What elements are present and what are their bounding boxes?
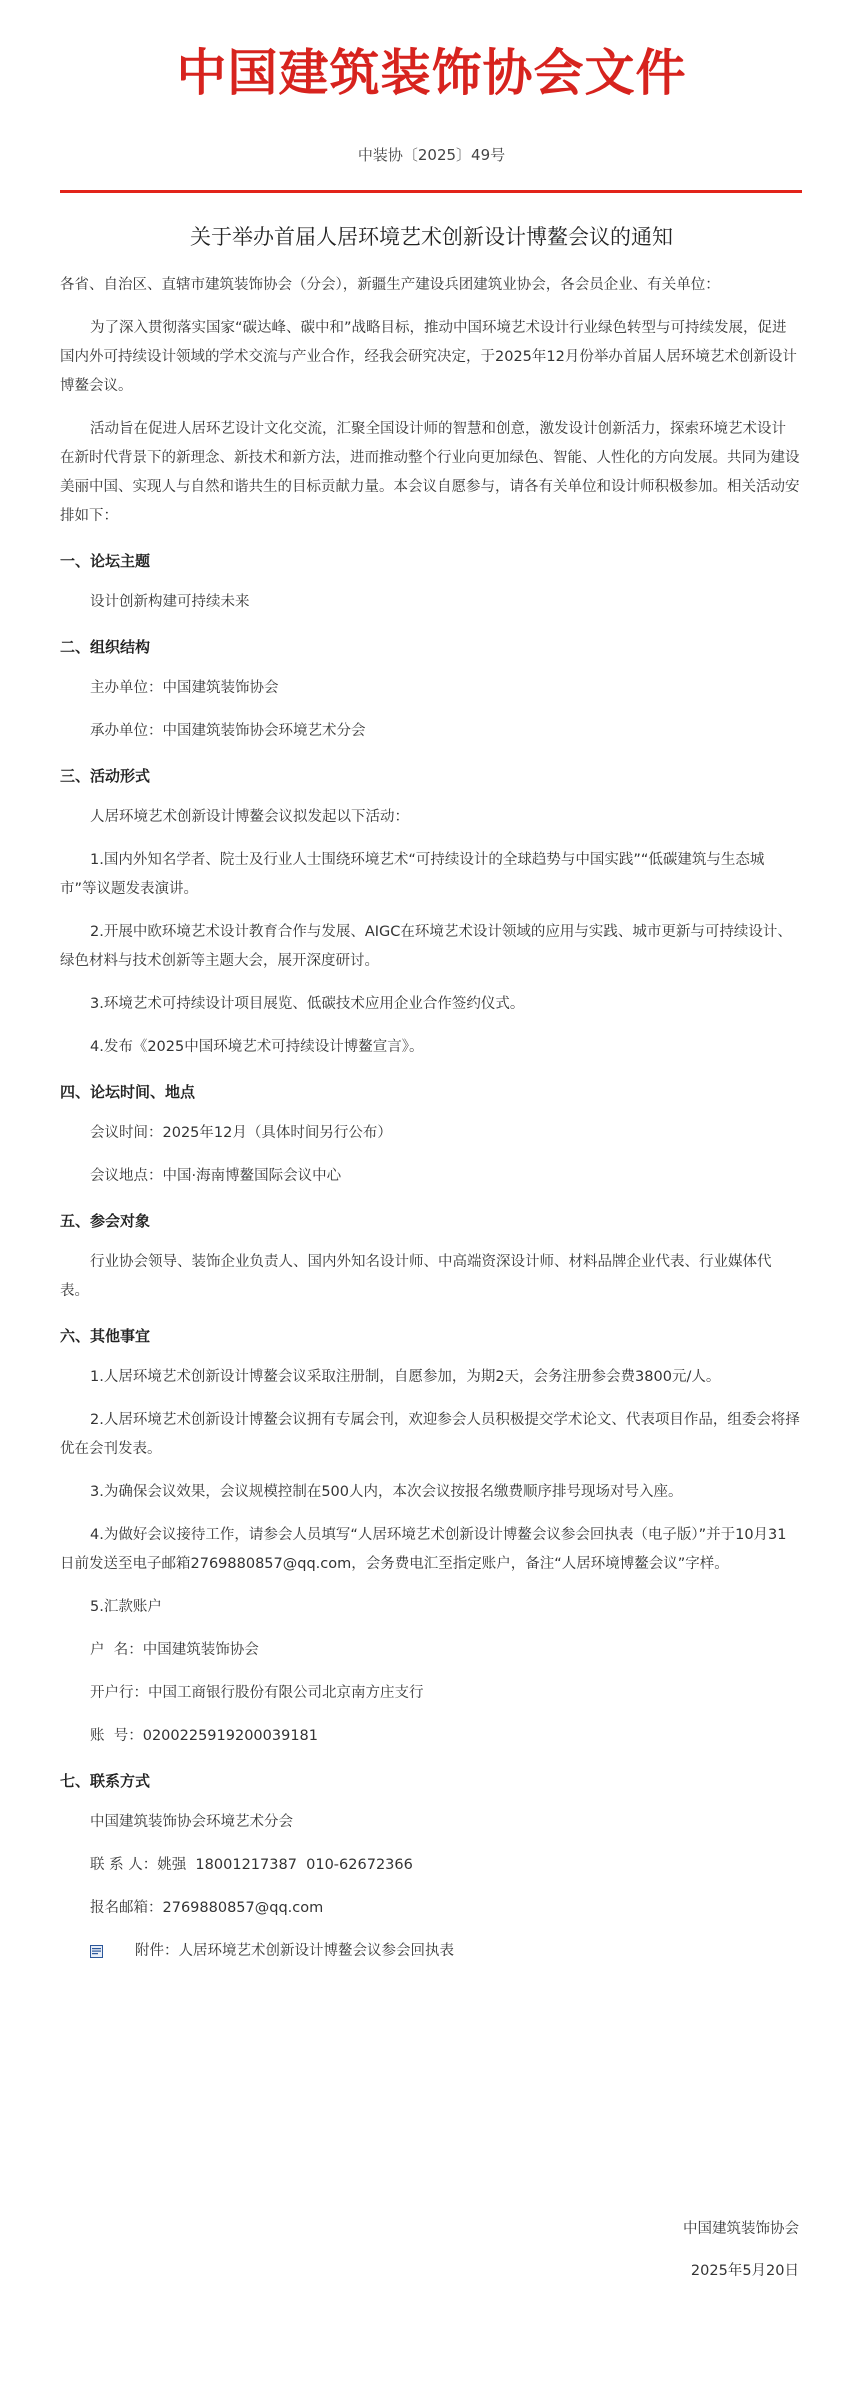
signature-date: 2025年5月20日: [690, 2263, 799, 2279]
meeting-place: 会议地点：中国·海南博鳌国际会议中心: [90, 1168, 342, 1184]
section-heading-organization: 二、组织结构: [60, 638, 151, 656]
format-item: 4.发布《2025中国环境艺术可持续设计博鳌宣言》。: [90, 1039, 424, 1055]
format-item: 2.开展中欧环境艺术设计教育合作与发展、AIGC在环境艺术设计领域的应用与实践、城市更新与可持续设计、绿色材料与技术创新等主题大会，展开深度研讨。: [60, 924, 792, 969]
theme-text: 设计创新构建可持续未来: [90, 594, 250, 610]
remit-account-label: 5.汇款账户: [90, 1599, 162, 1615]
section-heading-theme: 一、论坛主题: [60, 552, 151, 570]
other-item: 2.人居环境艺术创新设计博鳌会议拥有专属会刊，欢迎参会人员积极提交学术论文、代表项目作品，组委会将择优在会刊发表。: [60, 1412, 800, 1457]
notice-title: 关于举办首届人居环境艺术创新设计博鳌会议的通知: [190, 225, 673, 249]
red-divider-line: [60, 190, 802, 193]
document-header-title: 中国建筑装饰协会文件: [176, 43, 687, 102]
organizer-unit: 承办单位：中国建筑装饰协会环境艺术分会: [90, 723, 366, 739]
notice-body: [60, 271, 800, 1983]
section-heading-participants: 五、参会对象: [60, 1212, 151, 1230]
document-number: 中装协〔2025〕49号: [357, 146, 506, 164]
section-heading-contact: 七、联系方式: [60, 1772, 151, 1790]
other-item: 3.为确保会议效果，会议规模控制在500人内，本次会议按报名缴费顺序排号现场对号入座。: [90, 1484, 683, 1500]
contact-email: 报名邮箱：2769880857@qq.com: [90, 1900, 324, 1916]
section-heading-format: 三、活动形式: [60, 767, 151, 785]
intro-paragraph: 为了深入贯彻落实国家“碳达峰、碳中和”战略目标，推动中国环境艺术设计行业绿色转型与可持续发展，促进国内外可持续设计领域的学术交流与产业合作，经我会研究决定，于2025年12月份举办首届人居环境艺术创新设计博鳌会议。: [60, 320, 797, 394]
format-item: 3.环境艺术可持续设计项目展览、低碳技术应用企业合作签约仪式。: [90, 996, 525, 1012]
account-name: 户 名：中国建筑装饰协会: [90, 1642, 259, 1658]
other-item: 1.人居环境艺术创新设计博鳌会议采取注册制，自愿参加，为期2天，会务注册参会费3800元/人。: [90, 1369, 721, 1385]
section-heading-other: 六、其他事宜: [60, 1327, 151, 1345]
word-document-icon: [90, 1945, 103, 1958]
account-number: 账 号：0200225919200039181: [90, 1728, 318, 1744]
other-item: 4.为做好会议接待工作，请参会人员填写“人居环境艺术创新设计博鳌会议参会回执表（电子版）”并于10月31日前发送至电子邮箱2769880857@qq.com，会务费电汇至指定账户，备注“人居环境博鳌会议”字样。: [60, 1527, 787, 1572]
attachment-label: 附件：人居环境艺术创新设计博鳌会议参会回执表: [135, 1943, 454, 1959]
host-unit: 主办单位：中国建筑装饰协会: [90, 680, 279, 696]
format-item: 1.国内外知名学者、院士及行业人士围绕环境艺术“可持续设计的全球趋势与中国实践”“低碳建筑与生态城市”等议题发表演讲。: [60, 852, 765, 897]
contact-person: 联 系 人：姚强 18001217387 010-62672366: [90, 1857, 413, 1873]
attachment-row: [60, 1937, 800, 1969]
bank-name: 开户行：中国工商银行股份有限公司北京南方庄支行: [90, 1685, 424, 1701]
signature-organization: 中国建筑装饰协会: [683, 2221, 799, 2237]
contact-org: 中国建筑装饰协会环境艺术分会: [90, 1814, 293, 1830]
format-intro: 人居环境艺术创新设计博鳌会议拟发起以下活动：: [90, 809, 409, 825]
attachment-link[interactable]: [90, 1937, 454, 1966]
intro-paragraph: 活动旨在促进人居环艺设计文化交流，汇聚全国设计师的智慧和创意，激发设计创新活力，探索环境艺术设计在新时代背景下的新理念、新技术和新方法，进而推动整个行业向更加绿色、智能、人性化的方向发展。共同为建设美丽中国、实现人与自然和谐共生的目标贡献力量。本会议自愿参与，请各有关单位和设计师积极参加。相关活动安排如下：: [60, 421, 800, 524]
section-heading-time-place: 四、论坛时间、地点: [60, 1083, 196, 1101]
salutation: 各省、自治区、直辖市建筑装饰协会（分会），新疆生产建设兵团建筑业协会，各会员企业、有关单位：: [60, 277, 720, 293]
participants-text: 行业协会领导、装饰企业负责人、国内外知名设计师、中高端资深设计师、材料品牌企业代表、行业媒体代表。: [60, 1254, 772, 1299]
meeting-time: 会议时间：2025年12月（具体时间另行公布）: [90, 1125, 392, 1141]
